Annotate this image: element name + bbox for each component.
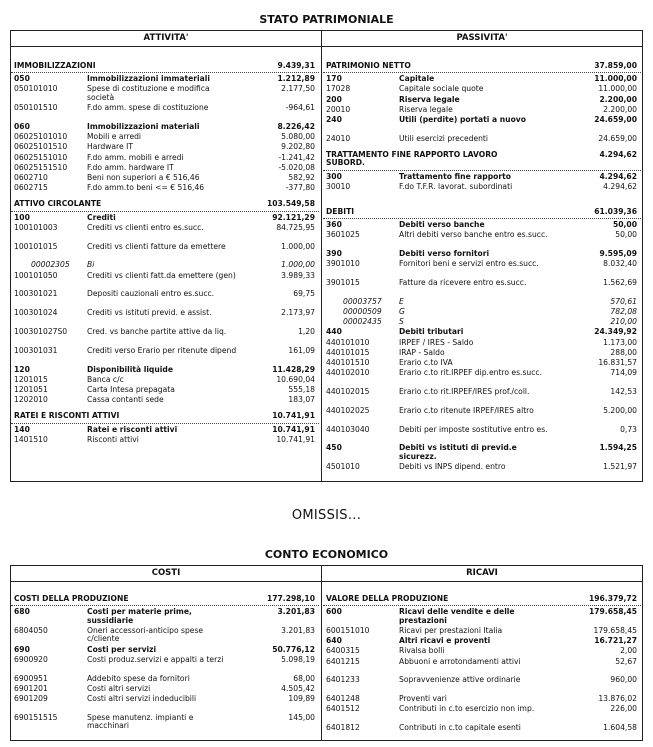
- account-description: Debiti verso fornitori: [399, 249, 490, 258]
- ricavi-header: RICAVI: [322, 566, 642, 582]
- amount: 2.200,00: [603, 104, 637, 114]
- account-code: 20010: [326, 104, 351, 114]
- section-title: COSTI DELLA PRODUZIONE: [14, 594, 129, 603]
- account-code: 100101015: [14, 241, 58, 251]
- balance-sheet-table: [10, 30, 643, 482]
- account-code: 1202010: [14, 395, 48, 405]
- table-row: [11, 347, 319, 366]
- account-code: 100: [14, 212, 30, 222]
- table-row: [11, 85, 319, 104]
- table-row: [323, 328, 641, 338]
- account-description: Disponibilità liquide: [87, 364, 173, 374]
- amount: 2,00: [620, 646, 637, 656]
- table-row: [323, 116, 641, 135]
- section-title: ATTIVO CIRCOLANTE: [14, 199, 102, 209]
- amount: 4.294,62: [599, 150, 637, 159]
- table-row: [11, 608, 319, 627]
- amount: 50,00: [615, 230, 637, 240]
- account-code: 6900951: [14, 673, 48, 683]
- account-code: 0602715: [14, 183, 48, 193]
- amount: 226,00: [610, 704, 637, 714]
- table-row: [323, 724, 641, 743]
- account-description: Erario c.to IVA: [399, 358, 453, 367]
- account-code: 6900920: [14, 655, 48, 664]
- table-row: [11, 290, 319, 309]
- account-description: E: [399, 296, 404, 306]
- section-row: [11, 412, 319, 423]
- account-code: 640: [326, 636, 342, 646]
- amount: 11.000,00: [594, 74, 637, 84]
- account-description: Fatture da ricevere entro es.succ.: [399, 278, 527, 287]
- amount: 145,00: [288, 713, 315, 722]
- account-description: Crediti: [87, 212, 116, 222]
- table-row: [323, 388, 641, 407]
- account-code: 200: [326, 94, 342, 104]
- account-description: Riserva legale: [399, 94, 460, 104]
- amount: 714,09: [610, 368, 637, 378]
- account-description: Altri ricavi e proventi: [399, 636, 491, 646]
- account-code: 140: [14, 424, 30, 434]
- table-row: [323, 705, 641, 724]
- amount: 5.200,00: [603, 405, 637, 415]
- account-code: 06025151010: [14, 152, 68, 162]
- table-row: [11, 656, 319, 675]
- account-description: Debiti verso banche: [399, 220, 485, 229]
- account-description: Cassa contanti sede: [87, 395, 164, 405]
- account-description: Spese manutenz. impianti e macchinari: [87, 713, 194, 731]
- account-description: Erario c.to ritenute IRPEF/IRES altro: [399, 405, 534, 415]
- account-code: 6901201: [14, 684, 48, 693]
- table-row: [323, 85, 641, 95]
- account-description: IRPEF / IRES - Saldo: [399, 337, 474, 347]
- amount: 84.725,95: [276, 222, 315, 232]
- amount: 92.121,29: [272, 212, 315, 222]
- amount: -5.020,08: [278, 162, 315, 172]
- amount: 960,00: [610, 675, 637, 685]
- table-row: [11, 675, 319, 685]
- amount: 9.439,31: [277, 61, 315, 70]
- amount: 5.080,00: [281, 132, 315, 142]
- section-title: IMMOBILIZZAZIONI: [14, 61, 96, 70]
- account-code: 600: [326, 607, 342, 617]
- account-description: Immobilizzazioni materiali: [87, 122, 200, 131]
- account-code: 600151010: [326, 626, 370, 635]
- amount: 4.294,62: [599, 171, 637, 181]
- amount: 177.298,10: [266, 594, 315, 603]
- section-row: [323, 151, 641, 171]
- amount: 1,20: [298, 327, 315, 336]
- table-row: [323, 407, 641, 426]
- account-description: F.do amm. spese di costituzione: [87, 103, 209, 113]
- amount: 161,09: [288, 345, 315, 355]
- account-description: Beni non superiori a € 516,46: [87, 173, 200, 182]
- amount: 183,07: [288, 395, 315, 405]
- balance-sheet-title: STATO PATRIMONIALE: [259, 13, 394, 26]
- amount: 16.721,27: [594, 636, 637, 646]
- account-code: 390: [326, 249, 342, 258]
- account-description: Altri debiti verso banche entro es.succ.: [399, 230, 548, 240]
- amount: -1.241,42: [278, 152, 315, 162]
- account-code: 440101015: [326, 347, 370, 357]
- amount: 3.989,33: [281, 270, 315, 280]
- amount: 9.595,09: [599, 249, 637, 258]
- account-description: Risconti attivi: [87, 434, 139, 444]
- account-code: 100301031: [14, 345, 58, 355]
- table-row: [323, 349, 641, 359]
- account-code: 6804050: [14, 626, 48, 635]
- amount: 782,08: [610, 307, 637, 316]
- account-description: Capitale sociale quote: [399, 84, 484, 94]
- account-description: Sopravvenienze attive ordinarie: [399, 675, 521, 685]
- section-title: DEBITI: [326, 206, 355, 216]
- table-row: [323, 339, 641, 349]
- account-description: Debiti vs istituti di previd.e sicurezz.: [399, 443, 517, 461]
- amount: 210,00: [610, 317, 637, 327]
- account-description: Rivalsa bolli: [399, 646, 445, 656]
- account-description: Costi per materie prime, sussidiarie: [87, 607, 192, 625]
- table-row: [11, 436, 319, 446]
- account-code: 050: [14, 74, 30, 84]
- table-row: [323, 135, 641, 145]
- table-row: [11, 104, 319, 123]
- account-description: Utili esercizi precedenti: [399, 133, 489, 143]
- amount: -377,80: [285, 183, 315, 193]
- table-row: [11, 224, 319, 243]
- table-row: [11, 309, 319, 328]
- table-row: [323, 183, 641, 202]
- account-code: 6401512: [326, 704, 360, 714]
- account-description: Erario c.to rit.IRPEF/IRES prof./coll.: [399, 387, 530, 396]
- amount: 61.039,36: [594, 206, 637, 216]
- table-row: [323, 608, 641, 627]
- account-code: 680: [14, 607, 30, 617]
- section-row: [323, 62, 641, 73]
- amount: 8.226,42: [277, 122, 315, 131]
- table-row: [11, 328, 319, 347]
- account-code: 120: [14, 364, 30, 374]
- account-code: 17028: [326, 84, 351, 94]
- table-row: [323, 96, 641, 106]
- table-row: [323, 369, 641, 388]
- account-description: Immobilizzazioni immateriali: [87, 74, 210, 84]
- amount: 1.000,00: [281, 260, 315, 270]
- account-code: 24010: [326, 133, 351, 143]
- account-description: Erario c.to rit.IRPEF dip.entro es.succ.: [399, 368, 543, 378]
- attivita-header: ATTIVITA': [11, 31, 321, 47]
- amount: 179.658,45: [593, 626, 637, 635]
- amount: 288,00: [610, 347, 637, 357]
- account-description: Contributi in c.to esercizio non imp.: [399, 704, 535, 714]
- amount: 1.594,25: [599, 443, 637, 453]
- account-code: 440101010: [326, 337, 370, 347]
- amount: 2.177,50: [281, 84, 315, 94]
- amount: 50.776,12: [272, 644, 315, 654]
- account-code: 440103040: [326, 424, 370, 434]
- account-description: Capitale: [399, 74, 435, 84]
- account-description: Depositi cauzionali entro es.succ.: [87, 289, 215, 299]
- account-description: Ricavi per prestazioni Italia: [399, 626, 503, 635]
- amount: -964,61: [285, 103, 315, 113]
- account-code: 360: [326, 220, 342, 229]
- account-code: 6901209: [14, 694, 48, 704]
- table-row: [11, 386, 319, 396]
- account-code: 690: [14, 644, 30, 654]
- account-description: Debiti per imposte sostitutive entro es.: [399, 424, 548, 434]
- table-row: [11, 695, 319, 714]
- account-description: Costi altri servizi indeducibili: [87, 694, 197, 704]
- table-row: [11, 426, 319, 436]
- section-row: [11, 595, 319, 606]
- account-description: F.do T.F.R. lavorat. subordinati: [399, 182, 513, 191]
- account-description: F.do amm. mobili e arredi: [87, 152, 184, 162]
- account-description: IRAP - Saldo: [399, 347, 445, 357]
- amount: 10.690,04: [276, 374, 315, 384]
- amount: 24.659,00: [598, 133, 637, 143]
- amount: 4.294,62: [603, 182, 637, 191]
- account-description: G: [399, 307, 405, 316]
- table-row: [323, 426, 641, 445]
- account-description: Ratei e risconti attivi: [87, 424, 178, 434]
- account-description: Cred. vs banche partite attive da liq.: [87, 327, 227, 336]
- account-description: Addebito spese da fornitori: [87, 673, 190, 683]
- account-description: Contributi in c.to capitale esenti: [399, 723, 521, 733]
- account-code: 6401233: [326, 675, 360, 685]
- account-code: 00002305: [31, 260, 70, 270]
- account-code: 6401215: [326, 656, 360, 666]
- amount: 24.349,92: [594, 327, 637, 337]
- amount: 11.428,29: [272, 364, 315, 374]
- omissis-text: OMISSIS...: [291, 508, 362, 523]
- section-row: [323, 595, 641, 606]
- section-title: PATRIMONIO NETTO: [326, 61, 411, 70]
- amount: 103.549,58: [266, 199, 315, 209]
- account-description: Utili (perdite) portati a nuovo: [399, 115, 526, 124]
- amount: 69,75: [293, 289, 315, 299]
- account-code: 3901010: [326, 259, 360, 269]
- account-description: Crediti vs clienti entro es.succ.: [87, 222, 204, 232]
- account-code: 690151515: [14, 713, 58, 722]
- account-code: 170: [326, 74, 342, 84]
- table-row: [323, 260, 641, 279]
- account-code: 440: [326, 327, 342, 337]
- account-description: Riserva legale: [399, 104, 453, 114]
- amount: 8.032,40: [603, 259, 637, 269]
- amount: 10.741,91: [272, 424, 315, 434]
- account-description: Debiti tributari: [399, 327, 464, 337]
- account-description: Costi per servizi: [87, 644, 157, 654]
- account-code: 100101050: [14, 270, 58, 280]
- account-description: Bi: [87, 260, 95, 270]
- amount: 1.173,00: [603, 337, 637, 347]
- account-code: 06025101010: [14, 132, 68, 142]
- amount: 109,89: [288, 694, 315, 704]
- table-row: [323, 231, 641, 250]
- amount: 24.659,00: [594, 115, 637, 124]
- account-code: 050101510: [14, 103, 58, 113]
- income-statement-table: [10, 565, 643, 741]
- account-description: Costi altri servizi: [87, 684, 151, 693]
- amount: 13.876,02: [598, 694, 637, 704]
- account-code: 3601025: [326, 230, 360, 240]
- account-description: Crediti vs clienti fatture da emettere: [87, 241, 226, 251]
- account-code: 06025101510: [14, 142, 68, 152]
- account-code: 6401248: [326, 694, 360, 704]
- amount: 555,18: [288, 385, 315, 394]
- passivita-header: PASSIVITA': [322, 31, 642, 47]
- section-row: [323, 208, 641, 219]
- amount: 2.173,97: [281, 308, 315, 318]
- account-code: 00003757: [343, 296, 382, 306]
- account-description: Ricavi delle vendite e delle prestazioni: [399, 607, 515, 625]
- amount: 5.098,19: [281, 655, 315, 664]
- account-code: 300: [326, 171, 342, 181]
- amount: 3.201,83: [277, 607, 315, 617]
- table-row: [11, 627, 319, 646]
- section-row: [11, 200, 319, 211]
- account-description: Trattamento fine rapporto: [399, 171, 511, 181]
- account-description: Banca c/c: [87, 374, 124, 384]
- account-code: 1201015: [14, 374, 48, 384]
- account-code: 050101010: [14, 84, 58, 94]
- amount: 11.000,00: [598, 84, 637, 94]
- income-statement-title: CONTO ECONOMICO: [264, 548, 389, 561]
- amount: 582,92: [288, 173, 315, 182]
- amount: 68,00: [293, 673, 315, 683]
- account-description: Fornitori beni e servizi entro es.succ.: [399, 259, 539, 269]
- account-code: 00002435: [343, 317, 382, 327]
- table-row: [11, 714, 319, 733]
- account-description: Carta Intesa prepagata: [87, 385, 175, 394]
- account-code: 1401510: [14, 434, 48, 444]
- amount: 2.200,00: [599, 94, 637, 104]
- costi-header: COSTI: [11, 566, 321, 582]
- table-row: [11, 243, 319, 262]
- account-description: Crediti verso Erario per ritenute dipend: [87, 345, 237, 355]
- amount: 179.658,45: [588, 607, 637, 617]
- amount: 3.201,83: [281, 626, 315, 635]
- account-code: 1201051: [14, 385, 48, 394]
- account-code: 450: [326, 443, 342, 453]
- section-title: VALORE DELLA PRODUZIONE: [326, 594, 449, 603]
- account-code: 060: [14, 122, 30, 131]
- table-row: [323, 279, 641, 298]
- amount: 1.604,58: [603, 723, 637, 733]
- amount: 52,67: [615, 656, 637, 666]
- account-code: 240: [326, 115, 342, 124]
- account-description: Crediti vs clienti fatt.da emettere (gen): [87, 270, 236, 280]
- account-description: F.do amm. hardware IT: [87, 162, 174, 172]
- account-description: Costi produz.servizi e appalti a terzi: [87, 655, 224, 664]
- account-description: Crediti vs istituti previd. e assist.: [87, 308, 212, 318]
- account-code: 3901015: [326, 278, 360, 287]
- account-description: S: [399, 317, 404, 327]
- amount: 16.831,57: [598, 358, 637, 367]
- account-code: 0602710: [14, 173, 48, 182]
- table-row: [323, 463, 641, 473]
- account-code: 440102010: [326, 368, 370, 378]
- account-code: 6400315: [326, 646, 360, 656]
- amount: 570,61: [610, 296, 637, 306]
- amount: 37.859,00: [594, 61, 637, 70]
- account-code: 440102025: [326, 405, 370, 415]
- amount: 196.379,72: [588, 594, 637, 603]
- amount: 1.212,89: [277, 74, 315, 84]
- amount: 10.741,91: [272, 411, 315, 421]
- account-code: 6401812: [326, 723, 360, 733]
- column-divider: [321, 566, 322, 740]
- account-description: Abbuoni e arrotondamenti attivi: [399, 656, 521, 666]
- amount: 10.741,91: [276, 434, 315, 444]
- account-code: 440101510: [326, 358, 370, 367]
- amount: 4.505,42: [281, 684, 315, 693]
- table-row: [323, 637, 641, 647]
- table-row: [323, 444, 641, 463]
- table-row: [11, 184, 319, 194]
- account-code: 00000509: [343, 307, 382, 316]
- table-row: [11, 396, 319, 406]
- amount: 1.521,97: [603, 462, 637, 472]
- account-code: 440102015: [326, 387, 370, 396]
- account-code: 100301027S0: [14, 327, 68, 336]
- section-title: TRATTAMENTO FINE RAPPORTO LAVORO SUBORD.: [326, 150, 498, 168]
- account-code: 100301024: [14, 308, 58, 318]
- account-code: 06025151510: [14, 162, 68, 172]
- amount: 0,73: [620, 424, 637, 434]
- account-code: 100301021: [14, 289, 58, 299]
- section-row: [11, 62, 319, 73]
- account-code: 100101003: [14, 222, 58, 232]
- account-description: Mobili e arredi: [87, 132, 142, 142]
- account-code: 30010: [326, 182, 351, 191]
- amount: 1.562,69: [603, 278, 637, 287]
- amount: 9.202,80: [281, 142, 315, 152]
- table-row: [11, 366, 319, 376]
- account-description: F.do amm.to beni <= € 516,46: [87, 183, 205, 193]
- section-title: RATEI E RISCONTI ATTIVI: [14, 411, 120, 421]
- account-description: Proventi vari: [399, 694, 447, 704]
- account-description: Debiti vs INPS dipend. entro: [399, 462, 506, 472]
- table-row: [323, 676, 641, 695]
- column-divider: [321, 31, 322, 481]
- amount: 142,53: [610, 387, 637, 396]
- table-row: [11, 272, 319, 291]
- account-code: 4501010: [326, 462, 360, 472]
- amount: 1.000,00: [281, 241, 315, 251]
- table-row: [323, 658, 641, 677]
- account-description: Spese di costituzione e modifica società: [87, 84, 210, 102]
- account-description: Hardware IT: [87, 142, 133, 152]
- account-description: Oneri accessori-anticipo spese c/cliente: [87, 626, 204, 644]
- amount: 50,00: [612, 220, 637, 229]
